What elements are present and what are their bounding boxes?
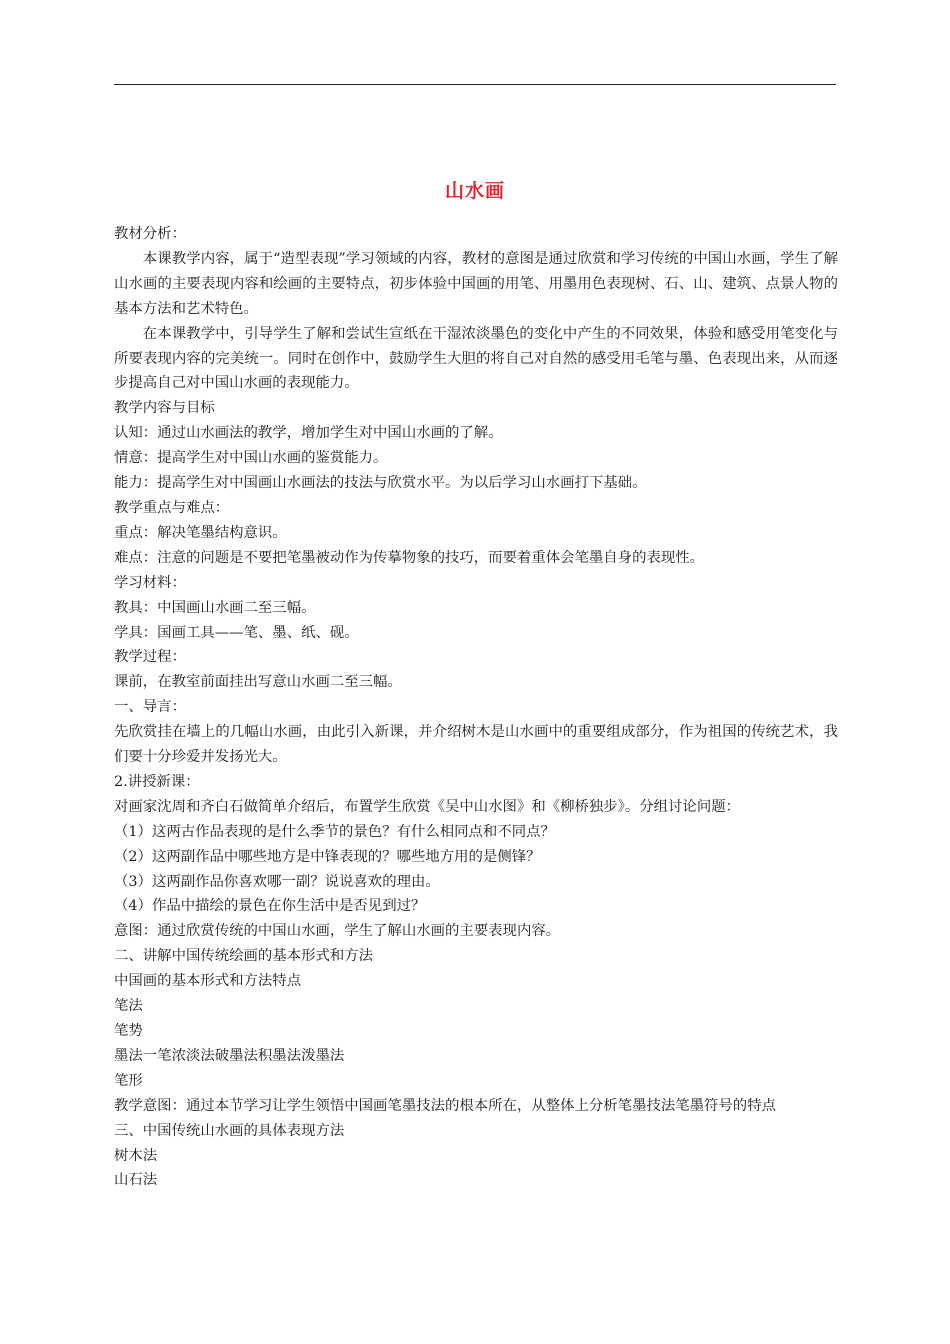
document-title: 山水画	[444, 180, 505, 202]
ink-method: 墨法一笔浓淡法破墨法积墨法泼墨法	[114, 1047, 345, 1064]
brush-momentum: 笔势	[114, 1023, 143, 1039]
brush-method: 笔法	[114, 998, 143, 1015]
goal-ability: 能力：提高学生对中国画山水画法的技法与欣赏水平。为以后学习山水画打下基础。	[114, 475, 647, 492]
key-points-heading: 教学重点与难点：	[114, 499, 230, 516]
question-2: （2）这两副作品中哪些地方是中锋表现的？哪些地方用的是侧锋？	[114, 848, 541, 865]
basic-forms: 中国画的基本形式和方法特点	[114, 973, 302, 990]
difficulty: 难点：注意的问题是不要把笔墨被动作为传摹物象的技巧，而要着重体会笔墨自身的表现性。	[114, 549, 705, 566]
teacher-tools: 教具：中国画山水画二至三幅。	[114, 599, 316, 616]
intro-paragraph: 先欣赏挂在墙上的几幅山水画，由此引入新课，并介绍树木是山水画中的重要组成部分，作为祖国的传统艺术，我们要十分珍爱并发扬光大。	[114, 724, 838, 766]
new-lesson-paragraph: 对画家沈周和齐白石做简单介绍后，布置学生欣赏《吴中山水图》和《柳桥独步》。分组讨论问题：	[114, 798, 740, 815]
student-tools: 学具：国画工具——笔、墨、纸、砚。	[114, 624, 359, 641]
intro-heading: 一、导言：	[114, 699, 186, 716]
goal-emotion: 情意：提高学生对中国山水画的鉴赏能力。	[114, 450, 388, 467]
new-lesson-heading: 2.讲授新课：	[114, 773, 200, 790]
question-4: （4）作品中描绘的景色在你生活中是否见到过？	[114, 898, 426, 915]
materials-heading: 学习材料：	[114, 574, 186, 591]
key-point: 重点：解决笔墨结构意识。	[114, 524, 287, 541]
content-goals-heading: 教学内容与目标	[114, 400, 215, 417]
rock-method: 山石法	[114, 1172, 158, 1189]
process-heading: 教学过程：	[114, 649, 186, 666]
brush-shape: 笔形	[114, 1072, 143, 1089]
before-class: 课前，在教室前面挂出写意山水画二至三幅。	[114, 674, 402, 691]
tree-method: 树木法	[114, 1147, 158, 1164]
material-analysis-heading: 教材分析：	[114, 226, 186, 242]
document-body	[114, 222, 838, 1193]
part3-heading: 三、中国传统山水画的具体表现方法	[114, 1122, 345, 1139]
question-3: （3）这两副作品你喜欢哪一副？说说喜欢的理由。	[114, 873, 440, 890]
header-rule	[114, 84, 836, 85]
part2-heading: 二、讲解中国传统绘画的基本形式和方法	[114, 948, 374, 965]
goal-cognition: 认知：通过山水画法的教学，增加学生对中国山水画的了解。	[114, 425, 503, 442]
material-paragraph-1: 本课教学内容，属于“造型表现”学习领域的内容，教材的意图是通过欣赏和学习传统的中国山水画，学生了解山水画的主要表现内容和绘画的主要特点，初步体验中国画的用笔、用墨用色表现树、石、山、建筑、点景人物的基本方法和艺术特色。	[114, 250, 838, 317]
teaching-intent-2: 教学意图：通过本节学习让学生领悟中国画笔墨技法的根本所在，从整体上分析笔墨技法笔墨符号的特点	[114, 1097, 776, 1114]
intent-1: 意图：通过欣赏传统的中国山水画，学生了解山水画的主要表现内容。	[114, 923, 561, 940]
material-paragraph-2: 在本课教学中，引导学生了解和尝试生宣纸在干湿浓淡墨色的变化中产生的不同效果，体验和感受用笔变化与所要表现内容的完美统一。同时在创作中，鼓励学生大胆的将自己对自然的感受用毛笔与墨、色表现出来，从而逐步提高自己对中国山水画的表现能力。	[114, 325, 838, 392]
question-1: （1）这两古作品表现的是什么季节的景色？有什么相同点和不同点？	[114, 823, 555, 840]
